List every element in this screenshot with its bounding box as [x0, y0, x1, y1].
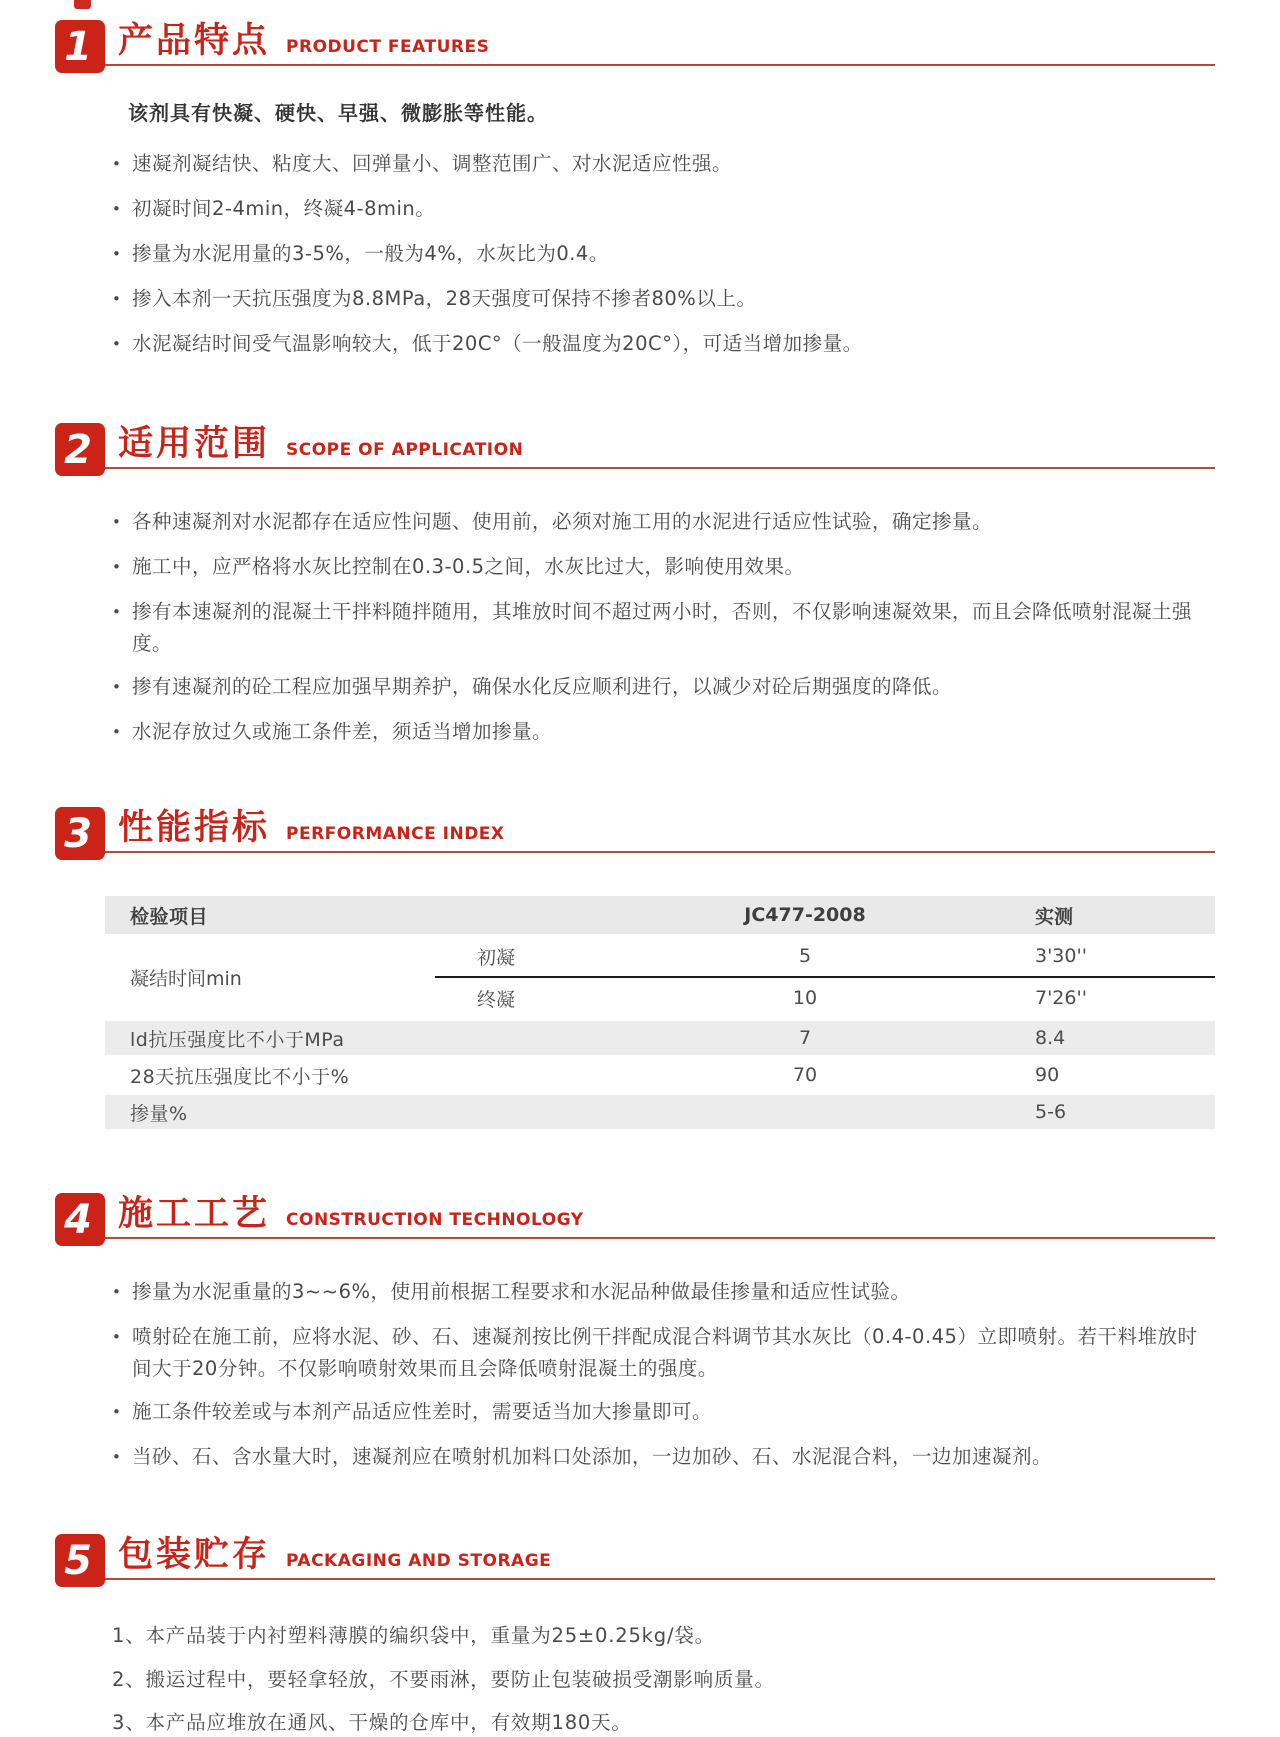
bullet-icon: •: [112, 1403, 122, 1422]
section-title-en: PRODUCT FEATURES: [286, 37, 490, 57]
list-item: [112, 506, 1216, 539]
section-number-badge: [55, 1193, 105, 1246]
bullet-icon: •: [112, 155, 122, 173]
list-item: [112, 193, 1216, 226]
cell-item-label: 掺量%: [130, 1102, 188, 1125]
page-top-crop-fragment: [74, 0, 91, 9]
list-item: [112, 671, 1216, 704]
section-number-badge: [55, 20, 105, 73]
bullet-icon: •: [112, 335, 122, 353]
section-title-en: SCOPE OF APPLICATION: [286, 440, 524, 460]
list-item: 1、本产品装于内衬塑料薄膜的编织袋中，重量为25±0.25kg/袋。: [112, 1624, 715, 1648]
table-row-dosage: [105, 1095, 1215, 1129]
section-number: 5: [64, 1537, 92, 1584]
list-item: [112, 1276, 1216, 1309]
cell-item-label: 凝结时间min: [130, 967, 242, 990]
cell-item-label: 28天抗压强度比不小于%: [130, 1065, 350, 1088]
section-titles: [105, 1194, 1215, 1239]
scope-list: [112, 506, 1216, 749]
list-item: [112, 551, 1216, 584]
table-row-28d-strength: [105, 1058, 1215, 1092]
bullet-text: 各种速凝剂对水泥都存在适应性问题、使用前，必须对施工用的水泥进行适应性试验，确定掺量。: [132, 510, 993, 533]
table-header-row: [105, 896, 1215, 934]
construction-list: [112, 1276, 1216, 1474]
section-number-badge: [55, 423, 105, 476]
list-item: [112, 283, 1216, 316]
cell-measured-value: 7'26'': [1035, 987, 1087, 1010]
bullet-icon: •: [112, 723, 122, 742]
section-title-zh: 施工工艺: [118, 1194, 271, 1235]
list-item: [112, 1441, 1216, 1474]
bullet-text: 掺入本剂一天抗压强度为8.8MPa，28天强度可保持不掺者80%以上。: [132, 287, 757, 310]
section-title-zh: 适用范围: [118, 424, 271, 464]
bullet-icon: •: [112, 513, 122, 531]
section-product-features: [0, 20, 1280, 361]
cell-jc-value: 10: [792, 987, 818, 1010]
section-title-en: PERFORMANCE INDEX: [286, 824, 505, 845]
cell-measured-value: 3'30'': [1035, 945, 1087, 968]
cell-jc-value: 5: [798, 945, 812, 968]
bullet-text: 当砂、石、含水量大时，速凝剂应在喷射机加料口处添加，一边加砂、石、水泥混合料，一边加速凝剂。: [132, 1445, 1053, 1469]
section-number: 1: [64, 23, 92, 70]
section-header: [55, 20, 1215, 73]
bullet-text: 施工条件较差或与本剂产品适应性差时，需要适当加大掺量即可。: [132, 1400, 713, 1424]
bullet-icon: •: [112, 1283, 122, 1302]
bullet-text: 掺有本速凝剂的混凝土干拌料随拌随用，其堆放时间不超过两小时，否则，不仅影响速凝效果，而且会降低喷射混凝土强度。: [132, 600, 1193, 655]
section-number: 3: [64, 810, 92, 857]
bullet-text: 掺有速凝剂的砼工程应加强早期养护，确保水化反应顺利进行，以减少对砼后期强度的降低。: [132, 675, 953, 699]
list-item: 2、搬运过程中，要轻拿轻放，不要雨淋，要防止包装破损受潮影响质量。: [112, 1667, 775, 1691]
bullet-icon: •: [112, 1328, 122, 1347]
bullet-text: 水泥凝结时间受气温影响较大，低于20C°（一般温度为20C°），可适当增加掺量。: [132, 332, 863, 355]
bullet-text: 水泥存放过久或施工条件差，须适当增加掺量。: [132, 720, 553, 744]
cell-item-label: ld抗压强度比不小于MPa: [130, 1028, 345, 1051]
list-item: [112, 716, 1216, 749]
bullet-icon: •: [112, 603, 122, 621]
cell-measured-value: 90: [1035, 1064, 1060, 1087]
cell-measured-value: 5-6: [1035, 1101, 1067, 1124]
section-titles: [105, 21, 1215, 66]
cell-measured-value: 8.4: [1035, 1027, 1066, 1050]
list-item: [112, 1396, 1216, 1429]
section-title-zh: 产品特点: [118, 21, 271, 61]
section-header: [55, 807, 1215, 860]
cell-jc-value: 7: [798, 1027, 812, 1050]
list-item: [112, 1321, 1216, 1384]
subrow-final-set: [435, 978, 1215, 1018]
feature-list: [112, 148, 1216, 361]
performance-table: [105, 896, 1215, 1129]
table-row-setting-time: [105, 936, 1215, 1018]
section-title-zh: 性能指标: [118, 808, 271, 849]
subrow-initial-set: [435, 936, 1215, 976]
section-number: 2: [64, 426, 92, 473]
section-number: 4: [64, 1196, 92, 1243]
bullet-text: 初凝时间2-4min，终凝4-8min。: [132, 197, 436, 220]
list-item: [112, 328, 1216, 361]
bullet-icon: •: [112, 1448, 122, 1467]
section-number-badge: [55, 1534, 105, 1587]
list-item: [112, 596, 1216, 659]
section-scope-of-application: [0, 423, 1280, 749]
bullet-text: 速凝剂凝结快、粘度大、回弹量小、调整范围广、对水泥适应性强。: [132, 152, 733, 175]
section-performance-index: [0, 807, 1280, 1129]
section-number-badge: [55, 807, 105, 860]
intro-text: 该剂具有快凝、硬快、早强、微膨胀等性能。: [128, 101, 548, 125]
col-header-jc: JC477-2008: [744, 904, 866, 927]
bullet-icon: •: [112, 290, 122, 308]
section-title-en: PACKAGING AND STORAGE: [286, 1551, 552, 1572]
bullet-text: 施工中，应严格将水灰比控制在0.3-0.5之间，水灰比过大，影响使用效果。: [132, 555, 805, 578]
packaging-list: [112, 1621, 1216, 1737]
list-item: [112, 148, 1216, 181]
bullet-icon: •: [112, 245, 122, 263]
section-titles: [105, 1535, 1215, 1580]
bullet-text: 掺量为水泥重量的3~~6%，使用前根据工程要求和水泥品种做最佳掺量和适应性试验。: [132, 1280, 911, 1304]
section-packaging-storage: [0, 1534, 1280, 1737]
setting-subrows: [435, 936, 1215, 1018]
bullet-icon: •: [112, 200, 122, 218]
section-header: [55, 1193, 1215, 1246]
list-item: 3、本产品应堆放在通风、干燥的仓库中，有效期180天。: [112, 1710, 632, 1734]
cell-jc-value: 70: [792, 1064, 818, 1087]
section-construction-technology: [0, 1193, 1280, 1474]
section-titles: [105, 424, 1215, 469]
list-item: [112, 238, 1216, 271]
cell-sub-name: 初凝: [477, 946, 516, 969]
section-titles: [105, 808, 1215, 853]
col-header-measured: 实测: [1035, 905, 1074, 928]
section-title-en: CONSTRUCTION TECHNOLOGY: [286, 1210, 584, 1231]
section-header: [55, 423, 1215, 476]
table-row-1d-strength: [105, 1021, 1215, 1055]
bullet-text: 掺量为水泥用量的3-5%，一般为4%，水灰比为0.4。: [132, 242, 609, 265]
bullet-icon: •: [112, 678, 122, 697]
bullet-text: 喷射砼在施工前，应将水泥、砂、石、速凝剂按比例干拌配成混合料调节其水灰比（0.4-0.45）立即喷射。若干料堆放时间大于20分钟。不仅影响喷射效果而且会降低喷射混凝土的强度。: [132, 1325, 1198, 1380]
bullet-icon: •: [112, 558, 122, 576]
cell-sub-name: 终凝: [477, 988, 516, 1011]
col-header-item: 检验项目: [130, 905, 209, 928]
section-title-zh: 包装贮存: [118, 1535, 271, 1576]
section-header: [55, 1534, 1215, 1587]
